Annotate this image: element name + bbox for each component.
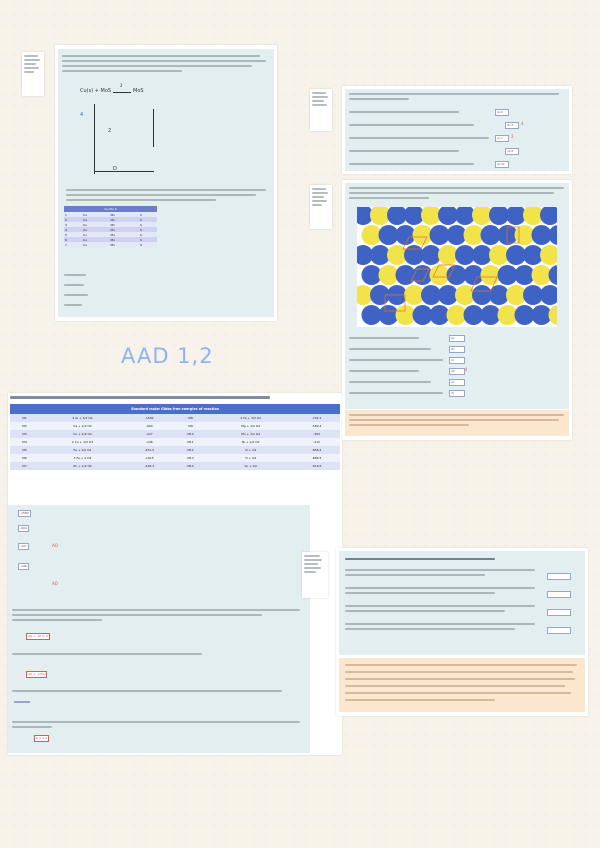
list2-answer-box[interactable]: (a) xyxy=(449,335,465,342)
card-right-bottom xyxy=(336,548,588,716)
horizontal-line-bottom xyxy=(94,171,154,172)
answer-4[interactable]: -146 xyxy=(20,564,27,568)
gibbs-table-cell: M11 xyxy=(173,438,209,446)
gibbs-table-cell: 2 Cu + 1/2 O2 xyxy=(39,438,126,446)
list3-answer-box[interactable] xyxy=(547,627,571,634)
list1-answer-box[interactable]: (a) 6 xyxy=(495,109,509,116)
reaction-line-1: Cu(s) + MoS xyxy=(80,88,112,94)
reaction-arrow xyxy=(113,92,131,93)
answer-1[interactable]: -1582 xyxy=(20,511,29,515)
page-title: AAD 1,2 xyxy=(121,344,214,368)
small-table-cell: Cu xyxy=(82,222,87,227)
note-orange-1 xyxy=(345,410,569,436)
small-table-cell: S xyxy=(140,217,142,222)
gibbs-table-cell: M6 xyxy=(10,454,39,462)
gibbs-table-cell: Cu + 1/2 O2 xyxy=(39,430,126,438)
gibbs-table-row xyxy=(10,454,340,462)
small-table-cell: 2 xyxy=(65,217,67,222)
small-table-cell: Cu xyxy=(82,242,87,247)
list1-answer-box[interactable]: (d) 8 xyxy=(505,148,519,155)
gibbs-table-cell: M1 xyxy=(10,414,39,422)
list2-answer-box[interactable]: (e) xyxy=(449,379,465,386)
list3-answer-box[interactable] xyxy=(547,609,571,616)
small-table-cell: S xyxy=(140,227,142,232)
small-table-cell: 6 xyxy=(65,237,67,242)
small-table-cell: Mo xyxy=(110,237,115,242)
gibbs-table-cell: -856.4 xyxy=(293,446,340,454)
small-table-cell: Cu xyxy=(82,217,87,222)
gibbs-table-cell: Ni + 1/2 O2 xyxy=(208,438,293,446)
final-answer: K = 1.2 xyxy=(36,736,48,740)
gibbs-table-cell: Ca + 1/2 O2 xyxy=(39,422,126,430)
note-orange-2 xyxy=(339,658,585,712)
small-table-cell: S xyxy=(140,242,142,247)
panel-answers xyxy=(8,505,310,753)
gibbs-table-cell: -1015 xyxy=(126,454,173,462)
label-c: D xyxy=(113,166,117,172)
gibbs-table-cell: -519.6 xyxy=(293,462,340,470)
gibbs-table-cell: M7 xyxy=(10,462,39,470)
list1-answer-box[interactable]: (e) 12 xyxy=(495,161,509,168)
list2-red-mark: 4 xyxy=(465,367,468,372)
gibbs-table-row xyxy=(10,422,340,430)
gibbs-table-row xyxy=(10,462,340,470)
red-mark-1: AO xyxy=(52,543,58,548)
gibbs-table-cell: Mn + 1/2 O2 xyxy=(208,430,293,438)
red-mark-2: AO xyxy=(52,581,58,586)
small-table-cell: 1 xyxy=(65,212,67,217)
card-top-left xyxy=(55,45,277,321)
small-table-cell: Cu xyxy=(82,227,87,232)
hex-lattice-diagram xyxy=(357,207,557,327)
gibbs-table-cell: M12 xyxy=(173,446,209,454)
answer-3[interactable]: -127 xyxy=(20,544,27,548)
list2-answer-box[interactable]: (d) xyxy=(449,368,465,375)
gibbs-table-cell: M10 xyxy=(173,430,209,438)
list2-answer-box[interactable]: (b) xyxy=(449,346,465,353)
small-table-cell: 4 xyxy=(65,227,67,232)
gibbs-table-cell: 2 Al + 3/2 O2 xyxy=(39,414,126,422)
small-table xyxy=(64,206,157,247)
gibbs-table-row xyxy=(10,414,340,422)
answer-2[interactable]: -604 xyxy=(20,526,27,530)
small-table-cell: Cu xyxy=(82,232,87,237)
gibbs-table-cell: M5 xyxy=(10,446,39,454)
small-table-row xyxy=(64,242,157,247)
gibbs-table-cell: Sn + O2 xyxy=(208,462,293,470)
list1-red-mark: 4 xyxy=(521,121,524,126)
gibbs-table-cell: 2 Fe + 3/2 O2 xyxy=(208,414,293,422)
gibbs-table-cell: -889.5 xyxy=(293,454,340,462)
gibbs-table-title: Standard molar Gibbs free energies of reaction xyxy=(10,404,340,414)
gibbs-table-cell: Fe + 1/2 O2 xyxy=(39,446,126,454)
gibbs-table-cell: -363 xyxy=(293,430,340,438)
gibbs-table xyxy=(10,404,340,470)
small-table-cell: Mo xyxy=(110,217,115,222)
gibbs-table-cell: Ti + O2 xyxy=(208,454,293,462)
answer-5[interactable] xyxy=(14,701,30,703)
gibbs-table-row xyxy=(10,446,340,454)
gibbs-table-cell: M2 xyxy=(10,422,39,430)
gibbs-table-cell: Mg + 1/2 O2 xyxy=(208,422,293,430)
panel-top-left xyxy=(58,49,274,317)
gibbs-table-cell: Si + O2 xyxy=(208,446,293,454)
gibbs-table-cell: -127 xyxy=(126,430,173,438)
list3-answer-box[interactable] xyxy=(547,573,571,580)
side-note-1 xyxy=(22,52,44,96)
label-a: 4 xyxy=(80,112,84,118)
small-table-body xyxy=(64,212,157,247)
small-table-cell: S xyxy=(140,212,142,217)
gibbs-table-cell: Zn + 1/2 O2 xyxy=(39,462,126,470)
gibbs-table-cell: -604 xyxy=(126,422,173,430)
gibbs-table-cell: -742.2 xyxy=(293,414,340,422)
gibbs-table-cell: 3 Fe + 2 O2 xyxy=(39,454,126,462)
gibbs-table-cell: -212 xyxy=(293,438,340,446)
card-right-top xyxy=(342,86,572,174)
gibbs-table-cell: -1582 xyxy=(126,414,173,422)
small-table-cell: Mo xyxy=(110,227,115,232)
card-right-middle xyxy=(342,180,572,440)
formula-2: AG = -2(Fe) xyxy=(28,672,46,676)
gibbs-table-row xyxy=(10,430,340,438)
list2-answer-box[interactable]: (c) xyxy=(449,357,465,364)
list1-answer-box[interactable]: (c) 2 xyxy=(495,135,509,142)
list3-answer-box[interactable] xyxy=(547,591,571,598)
vertical-line-right xyxy=(153,109,154,147)
small-table-cell: Mo xyxy=(110,212,115,217)
small-table-cell: 3 xyxy=(65,222,67,227)
gibbs-table-cell: -569.4 xyxy=(293,422,340,430)
gibbs-table-cell: -251.5 xyxy=(126,446,173,454)
gibbs-table-row xyxy=(10,438,340,446)
step-label: 2 xyxy=(120,83,123,88)
small-table-cell: S xyxy=(140,222,142,227)
small-table-header: Cu-Mo-S xyxy=(64,206,157,212)
list1-answer-box[interactable]: (b) 4 xyxy=(505,122,519,129)
small-table-cell: Cu xyxy=(82,237,87,242)
vertical-line-left xyxy=(94,104,95,174)
small-table-cell: Mo xyxy=(110,222,115,227)
formula-1: AG = -RT ln K xyxy=(28,634,49,638)
side-note-3 xyxy=(310,185,332,229)
side-note-4 xyxy=(302,552,328,598)
label-b: 2 xyxy=(108,128,112,134)
small-table-cell: Cu xyxy=(82,212,87,217)
gibbs-table-cell: M13 xyxy=(173,454,209,462)
small-table-cell: S xyxy=(140,237,142,242)
small-table-cell: S xyxy=(140,232,142,237)
side-note-2 xyxy=(310,89,332,131)
card-middle-left xyxy=(8,393,342,755)
list1-red-mark: 2 xyxy=(511,134,514,139)
gibbs-table-cell: M4 xyxy=(10,438,39,446)
small-table-cell: Mo xyxy=(110,232,115,237)
small-table-cell: 7 xyxy=(65,242,67,247)
gibbs-table-cell: -318.3 xyxy=(126,462,173,470)
small-table-cell: 5 xyxy=(65,232,67,237)
gibbs-table-cell: M9 xyxy=(173,422,209,430)
gibbs-table-cell: M14 xyxy=(173,462,209,470)
reaction-line-2: MoS xyxy=(133,88,144,94)
gibbs-table-cell: -146 xyxy=(126,438,173,446)
list2-answer-box[interactable]: (f) xyxy=(449,390,465,397)
gibbs-table-cell: M3 xyxy=(10,430,39,438)
small-table-cell: Mo xyxy=(110,242,115,247)
gibbs-table-cell: M8 xyxy=(173,414,209,422)
